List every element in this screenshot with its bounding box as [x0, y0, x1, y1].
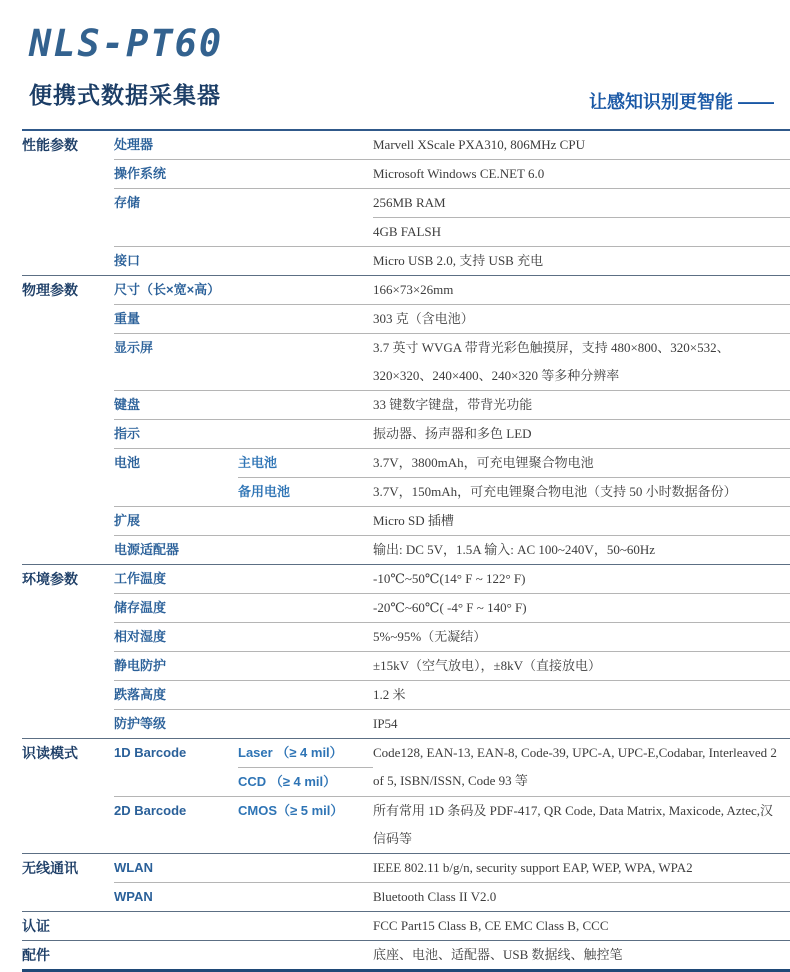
section-title-scan-mode: 识读模式	[22, 745, 78, 761]
spec-row-storage	[114, 189, 790, 247]
spec-value: ±15kV（空气放电），±8kV（直接放电）	[373, 658, 602, 673]
spec-label: 电源适配器	[114, 542, 180, 557]
product-model-title: NLS-PT60	[29, 22, 224, 65]
spec-row-weight	[114, 305, 790, 334]
spec-label: 1D Barcode	[114, 745, 187, 760]
section-scan-mode	[22, 739, 790, 854]
spec-sublabel: 备用电池	[238, 484, 291, 499]
spec-value: 303 克（含电池）	[373, 311, 474, 326]
spec-value: -10℃~50℃(14° F ~ 122° F)	[373, 571, 526, 586]
spec-row-dimensions	[114, 276, 790, 305]
spec-value: IP54	[373, 716, 398, 731]
spec-label: 接口	[114, 253, 141, 268]
product-name: 便携式数据采集器	[29, 82, 221, 108]
spec-row-1d-barcode	[114, 739, 790, 797]
spec-label: 显示屏	[114, 340, 154, 355]
spec-row-certification	[114, 912, 790, 940]
spec-label: 相对湿度	[114, 629, 167, 644]
spec-row-wlan	[114, 854, 790, 883]
spec-label: WLAN	[114, 860, 153, 875]
spec-label: 工作温度	[114, 571, 167, 586]
section-accessories	[22, 941, 790, 969]
spec-value: 振动器、扬声器和多色 LED	[373, 426, 532, 441]
spec-label: 尺寸（长×宽×高）	[114, 282, 221, 297]
spec-row-accessories	[114, 941, 790, 969]
spec-value: 1.2 米	[373, 687, 406, 702]
spec-label-empty	[114, 941, 373, 969]
spec-value: Micro USB 2.0, 支持 USB 充电	[373, 253, 544, 268]
spec-row-indicator	[114, 420, 790, 449]
spec-value: Micro SD 插槽	[373, 513, 454, 528]
spec-sublabel: 主电池	[238, 455, 278, 470]
spec-value: 所有常用 1D 条码及 PDF-417, QR Code, Data Matrix, Maxicode, Aztec,汉信码等	[373, 803, 774, 846]
spec-value: IEEE 802.11 b/g/n, security support EAP, WEP, WPA, WPA2	[373, 860, 693, 875]
spec-sublabel: CCD （≥ 4 mil）	[238, 774, 337, 789]
spec-value: 5%~95%（无凝结）	[373, 629, 487, 644]
section-physical	[22, 276, 790, 565]
spec-label-empty	[114, 912, 373, 940]
spec-row-esd	[114, 652, 790, 681]
spec-sublabel: CMOS（≥ 5 mil）	[238, 803, 344, 818]
spec-label: 防护等级	[114, 716, 167, 731]
spec-value: 256MB RAM	[373, 189, 790, 218]
spec-value: FCC Part15 Class B, CE EMC Class B, CCC	[373, 918, 609, 933]
spec-value: Microsoft Windows CE.NET 6.0	[373, 166, 545, 181]
spec-row-storage-temp	[114, 594, 790, 623]
spec-row-battery	[114, 449, 790, 507]
section-wireless	[22, 854, 790, 912]
spec-label: 存储	[114, 195, 141, 210]
spec-value: 4GB FALSH	[373, 224, 442, 239]
spec-value: Bluetooth Class II V2.0	[373, 889, 497, 904]
section-title-physical: 物理参数	[22, 282, 78, 298]
spec-label: 键盘	[114, 397, 141, 412]
spec-row-os	[114, 160, 790, 189]
spec-row-adapter	[114, 536, 790, 564]
spec-label: 指示	[114, 426, 141, 441]
spec-label: 跌落高度	[114, 687, 167, 702]
spec-label: 处理器	[114, 137, 154, 152]
spec-row-cpu	[114, 131, 790, 160]
spec-row-keyboard	[114, 391, 790, 420]
spec-row-ip-rating	[114, 710, 790, 738]
section-title-performance: 性能参数	[22, 137, 78, 153]
spec-label: WPAN	[114, 889, 153, 904]
spec-row-expansion	[114, 507, 790, 536]
spec-value: Marvell XScale PXA310, 806MHz CPU	[373, 137, 585, 152]
spec-row-drop	[114, 681, 790, 710]
spec-label: 操作系统	[114, 166, 167, 181]
spec-table	[22, 129, 790, 972]
spec-label: 电池	[114, 455, 141, 470]
spec-subrow-main-battery	[238, 449, 790, 478]
spec-row-wpan	[114, 883, 790, 911]
spec-row-2d-barcode	[114, 797, 790, 853]
section-performance	[22, 131, 790, 276]
spec-value: Code128, EAN-13, EAN-8, Code-39, UPC-A, UPC-E,Codabar, Interleaved 2 of 5, ISBN/ISSN, Code 93 等	[373, 745, 777, 788]
spec-label: 静电防护	[114, 658, 167, 673]
spec-label: 扩展	[114, 513, 141, 528]
section-title-certification: 认证	[22, 918, 50, 934]
spec-row-display	[114, 334, 790, 391]
spec-label: 重量	[114, 311, 141, 326]
spec-sublabel: Laser （≥ 4 mil）	[238, 739, 373, 768]
spec-row-operating-temp	[114, 565, 790, 594]
spec-value: 3.7V，150mAh，可充电锂聚合物电池（支持 50 小时数据备份）	[373, 484, 737, 499]
spec-value: 底座、电池、适配器、USB 数据线、触控笔	[373, 947, 623, 962]
spec-value: 166×73×26mm	[373, 282, 454, 297]
spec-subrow-backup-battery	[238, 478, 790, 506]
spec-label: 储存温度	[114, 600, 167, 615]
spec-value: 3.7V，3800mAh，可充电锂聚合物电池	[373, 455, 594, 470]
spec-row-interface	[114, 247, 790, 275]
spec-value: -20℃~60℃( -4° F ~ 140° F)	[373, 600, 527, 615]
spec-value: 3.7 英寸 WVGA 带背光彩色触摸屏，支持 480×800、320×532、320×320、240×400、240×320 等多种分辨率	[373, 340, 730, 383]
spec-label: 2D Barcode	[114, 803, 187, 818]
section-title-environment: 环境参数	[22, 571, 78, 587]
brand-tagline: 让感知识别更智能 ——	[588, 92, 774, 112]
section-title-accessories: 配件	[22, 947, 50, 963]
spec-value: 33 键数字键盘，带背光功能	[373, 397, 533, 412]
spec-value: 输出: DC 5V，1.5A 输入: AC 100~240V，50~60Hz	[373, 542, 656, 557]
spec-row-humidity	[114, 623, 790, 652]
section-title-wireless: 无线通讯	[22, 860, 78, 876]
section-environment	[22, 565, 790, 739]
section-certification	[22, 912, 790, 941]
